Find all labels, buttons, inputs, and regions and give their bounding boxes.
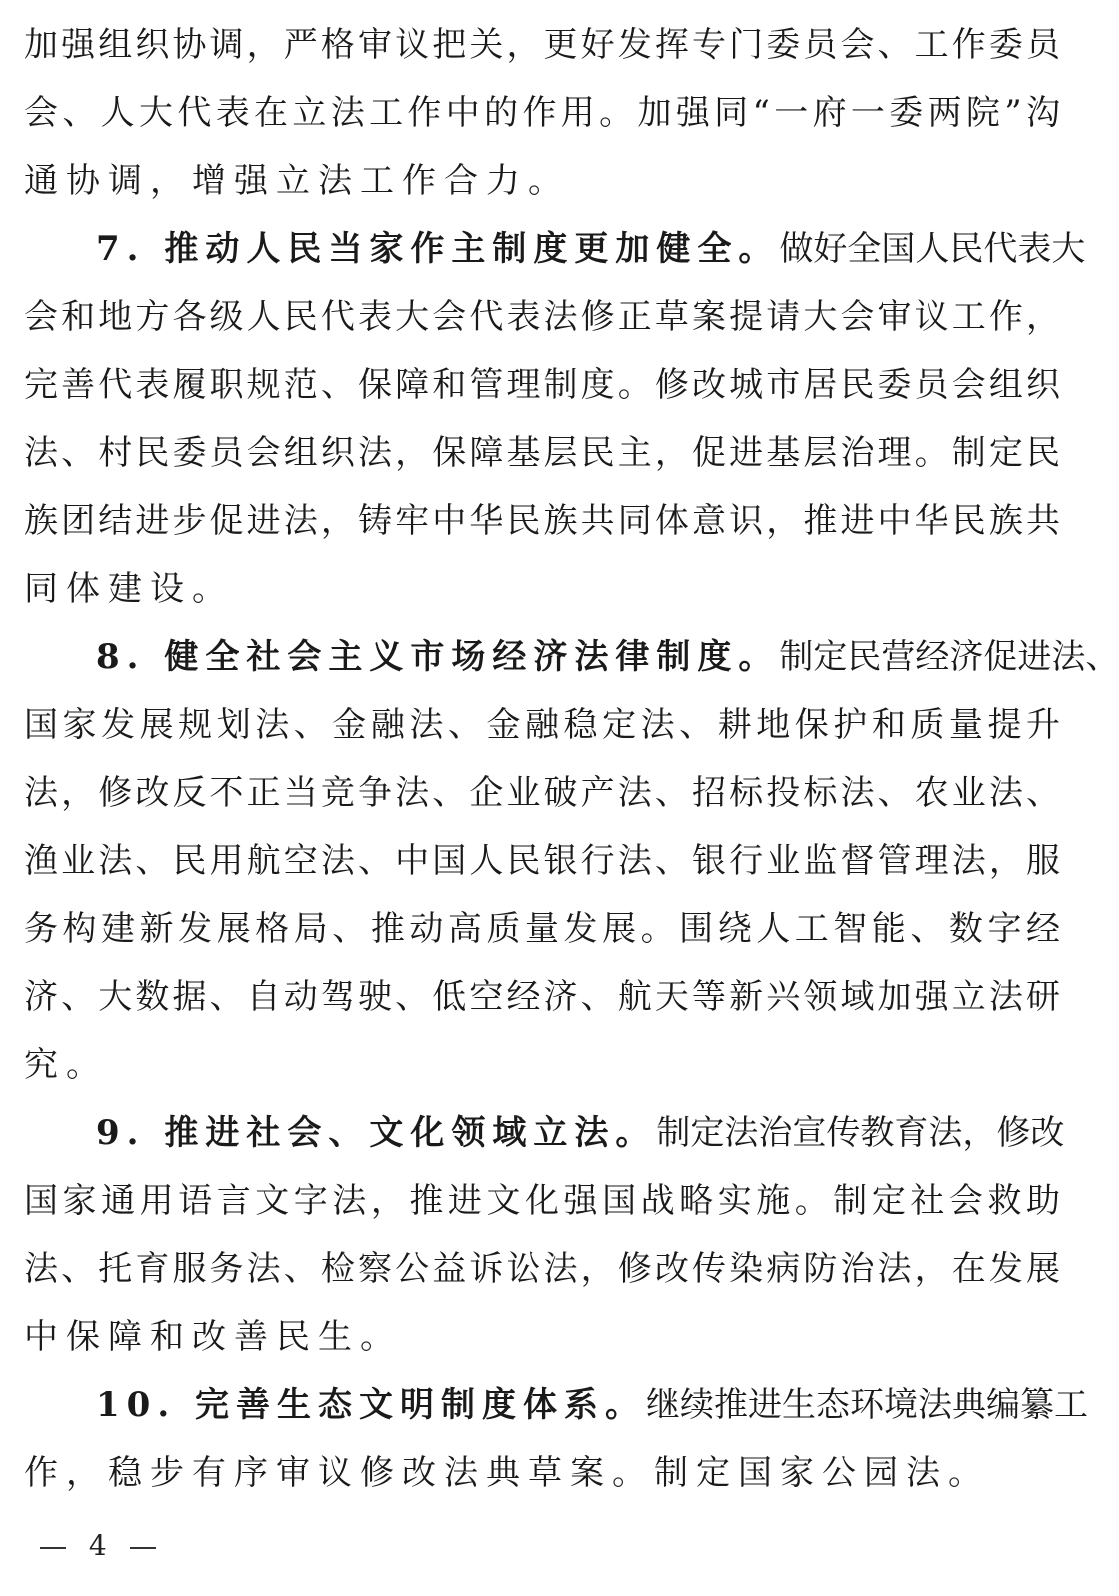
item-7-text: 做好全国人民代表大 [779,229,1086,269]
text-line: 法，修改反不正当竞争法、企业破产法、招标投标法、农业法、 [24,773,1060,813]
text-line: 族团结进步促进法，铸牢中华民族共同体意识，推进中华民族共 [24,501,1060,541]
text-line: 国家发展规划法、金融法、金融稳定法、耕地保护和质量提升 [24,705,1060,745]
item-10-first-line [96,1378,1088,1432]
item-8-heading: 8. 健全社会主义市场经济法律制度。 [96,637,780,677]
text-line: 法、村民委员会组织法，保障基层民主，促进基层治理。制定民 [24,433,1060,473]
page-number: 4 [88,1529,107,1562]
text-line: 同体建设。 [24,569,234,609]
text-line: 中保障和改善民生。 [24,1317,402,1357]
text-line: 完善代表履职规范、保障和管理制度。修改城市居民委员会组织 [24,365,1060,405]
item-7-heading: 7. 推动人民当家作主制度更加健全。 [96,229,780,269]
item-10-text: 继续推进生态环境法典编纂工 [646,1385,1088,1425]
item-10-heading: 10. 完善生态文明制度体系。 [96,1385,646,1425]
item-8-text: 制定民营经济促进法、 [779,637,1119,677]
text-line: 渔业法、民用航空法、中国人民银行法、银行业监督管理法，服 [24,841,1060,881]
text-line: 法、托育服务法、检察公益诉讼法，修改传染病防治法，在发展 [24,1249,1060,1289]
item-8-first-line [96,630,1119,684]
item-9-text: 制定法治宣传教育法，修改 [656,1113,1065,1153]
text-line: 会、人大代表在立法工作中的作用。加强同“一府一委两院”沟 [24,93,1060,133]
text-line: 究。 [24,1045,108,1085]
text-line: 加强组织协调，严格审议把关，更好发挥专门委员会、工作委员 [24,25,1060,65]
text-line: 作，稳步有序审议修改法典草案。制定国家公园法。 [24,1453,990,1493]
text-line: 国家通用语言文字法，推进文化强国战略实施。制定社会救助 [24,1181,1060,1221]
text-line: 务构建新发展格局、推动高质量发展。围绕人工智能、数字经 [24,909,1060,949]
footer-dash-right [130,1547,156,1549]
page-footer [40,1526,156,1566]
item-7-first-line [96,222,1086,276]
text-line: 会和地方各级人民代表大会代表法修正草案提请大会审议工作， [24,297,1060,337]
footer-dash-left [40,1547,66,1549]
text-line: 通协调，增强立法工作合力。 [24,161,570,201]
text-line: 济、大数据、自动驾驶、低空经济、航天等新兴领域加强立法研 [24,977,1060,1017]
item-9-first-line [96,1106,1065,1160]
item-9-heading: 9. 推进社会、文化领域立法。 [96,1113,657,1153]
